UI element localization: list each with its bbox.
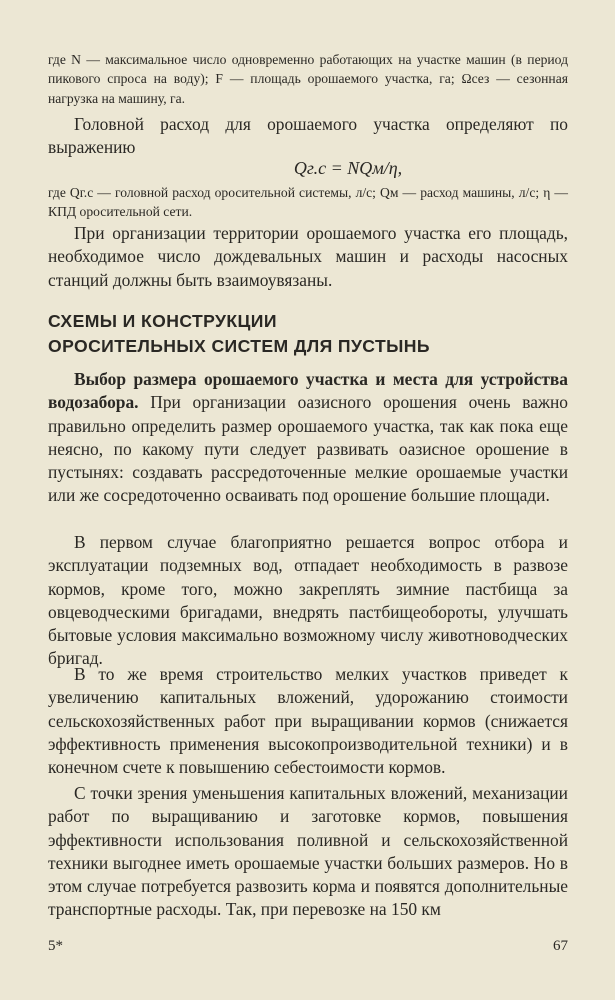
section-heading [48, 309, 568, 359]
heading-line-1: СХЕМЫ И КОНСТРУКЦИИ [48, 311, 277, 331]
page-number: 67 [553, 938, 568, 954]
formula-text: Qг.с = NQм/η, [293, 158, 403, 178]
signature-mark: 5* [48, 938, 63, 954]
p2-text: Головной расход для орошаемого участка определяют по выражению [48, 114, 568, 158]
p7-text: В то же время строительство мелких участков приведет к увеличению капитальных вложений, удорожанию стоимости сельскохозяйственных работ при выращивании кормов (снижается эффективность применения высокопроизводительной техники) и в конечном счете к повышению себестоимости кормов. [48, 664, 568, 778]
p6-text: В первом случае благоприятно решается вопрос отбора и эксплуатации подземных вод, отпадает необходимость в развозе кормов, кроме того, можно закреплять зимние пастбища за овцеводческими бригадами, внедрять пастбищеобороты, улучшать бытовые условия максимально возможному числу животноводческих бригад. [48, 532, 568, 669]
p4-text: При организации территории орошаемого участка его площадь, необходимое число дождевальных машин и расходы насосных станций должны быть взаимоувязаны. [48, 223, 568, 290]
paragraph-formula-legend [48, 183, 568, 222]
page-footer [48, 938, 568, 955]
p3-text: где Qг.с — головной расход оросительной системы, л/с; Qм — расход машины, л/с; η — КПД оросительной сети. [48, 185, 568, 220]
paragraph-variables-definition [48, 50, 568, 108]
paragraph-large-plots [48, 782, 568, 922]
paragraph-small-plots [48, 663, 568, 779]
paragraph-first-case [48, 531, 568, 671]
runin-heading: Выбор размера орошаемого участка и места для устройства водозабора. [48, 369, 568, 413]
heading-line-2: ОРОСИТЕЛЬНЫХ СИСТЕМ ДЛЯ ПУСТЫНЬ [48, 336, 430, 356]
formula-head-discharge [48, 156, 608, 180]
p1-text: где N — максимальное число одновременно работающих на участке машин (в период пикового спроса на воду); F — площадь орошаемого участка, га; Ωсез — сезонная нагрузка на машину, га. [48, 52, 568, 106]
paragraph-territory-organization [48, 222, 568, 292]
p5-text: При организации оазисного орошения очень важно правильно определить размер орошаемого участка, так как пока еще неясно, по какому пути следует развивать оазисное орошение в пустынях: создавать рассредоточенные мелкие орошаемые участки или же сосредоточенно осваивать под орошение большие площади. [48, 392, 568, 506]
p8-text: С точки зрения уменьшения капитальных вложений, механизации работ по выращиванию и заготовке кормов, повышения эффективности использования поливной и сельскохозяйственной техники выгоднее иметь орошаемые участки больших размеров. Но в этом случае потребуется развозить корма и появятся дополнительные транспортные расходы. Так, при перевозке на 150 км [48, 783, 568, 920]
paragraph-head-discharge-intro [48, 113, 568, 160]
paragraph-plot-size-choice [48, 368, 568, 508]
